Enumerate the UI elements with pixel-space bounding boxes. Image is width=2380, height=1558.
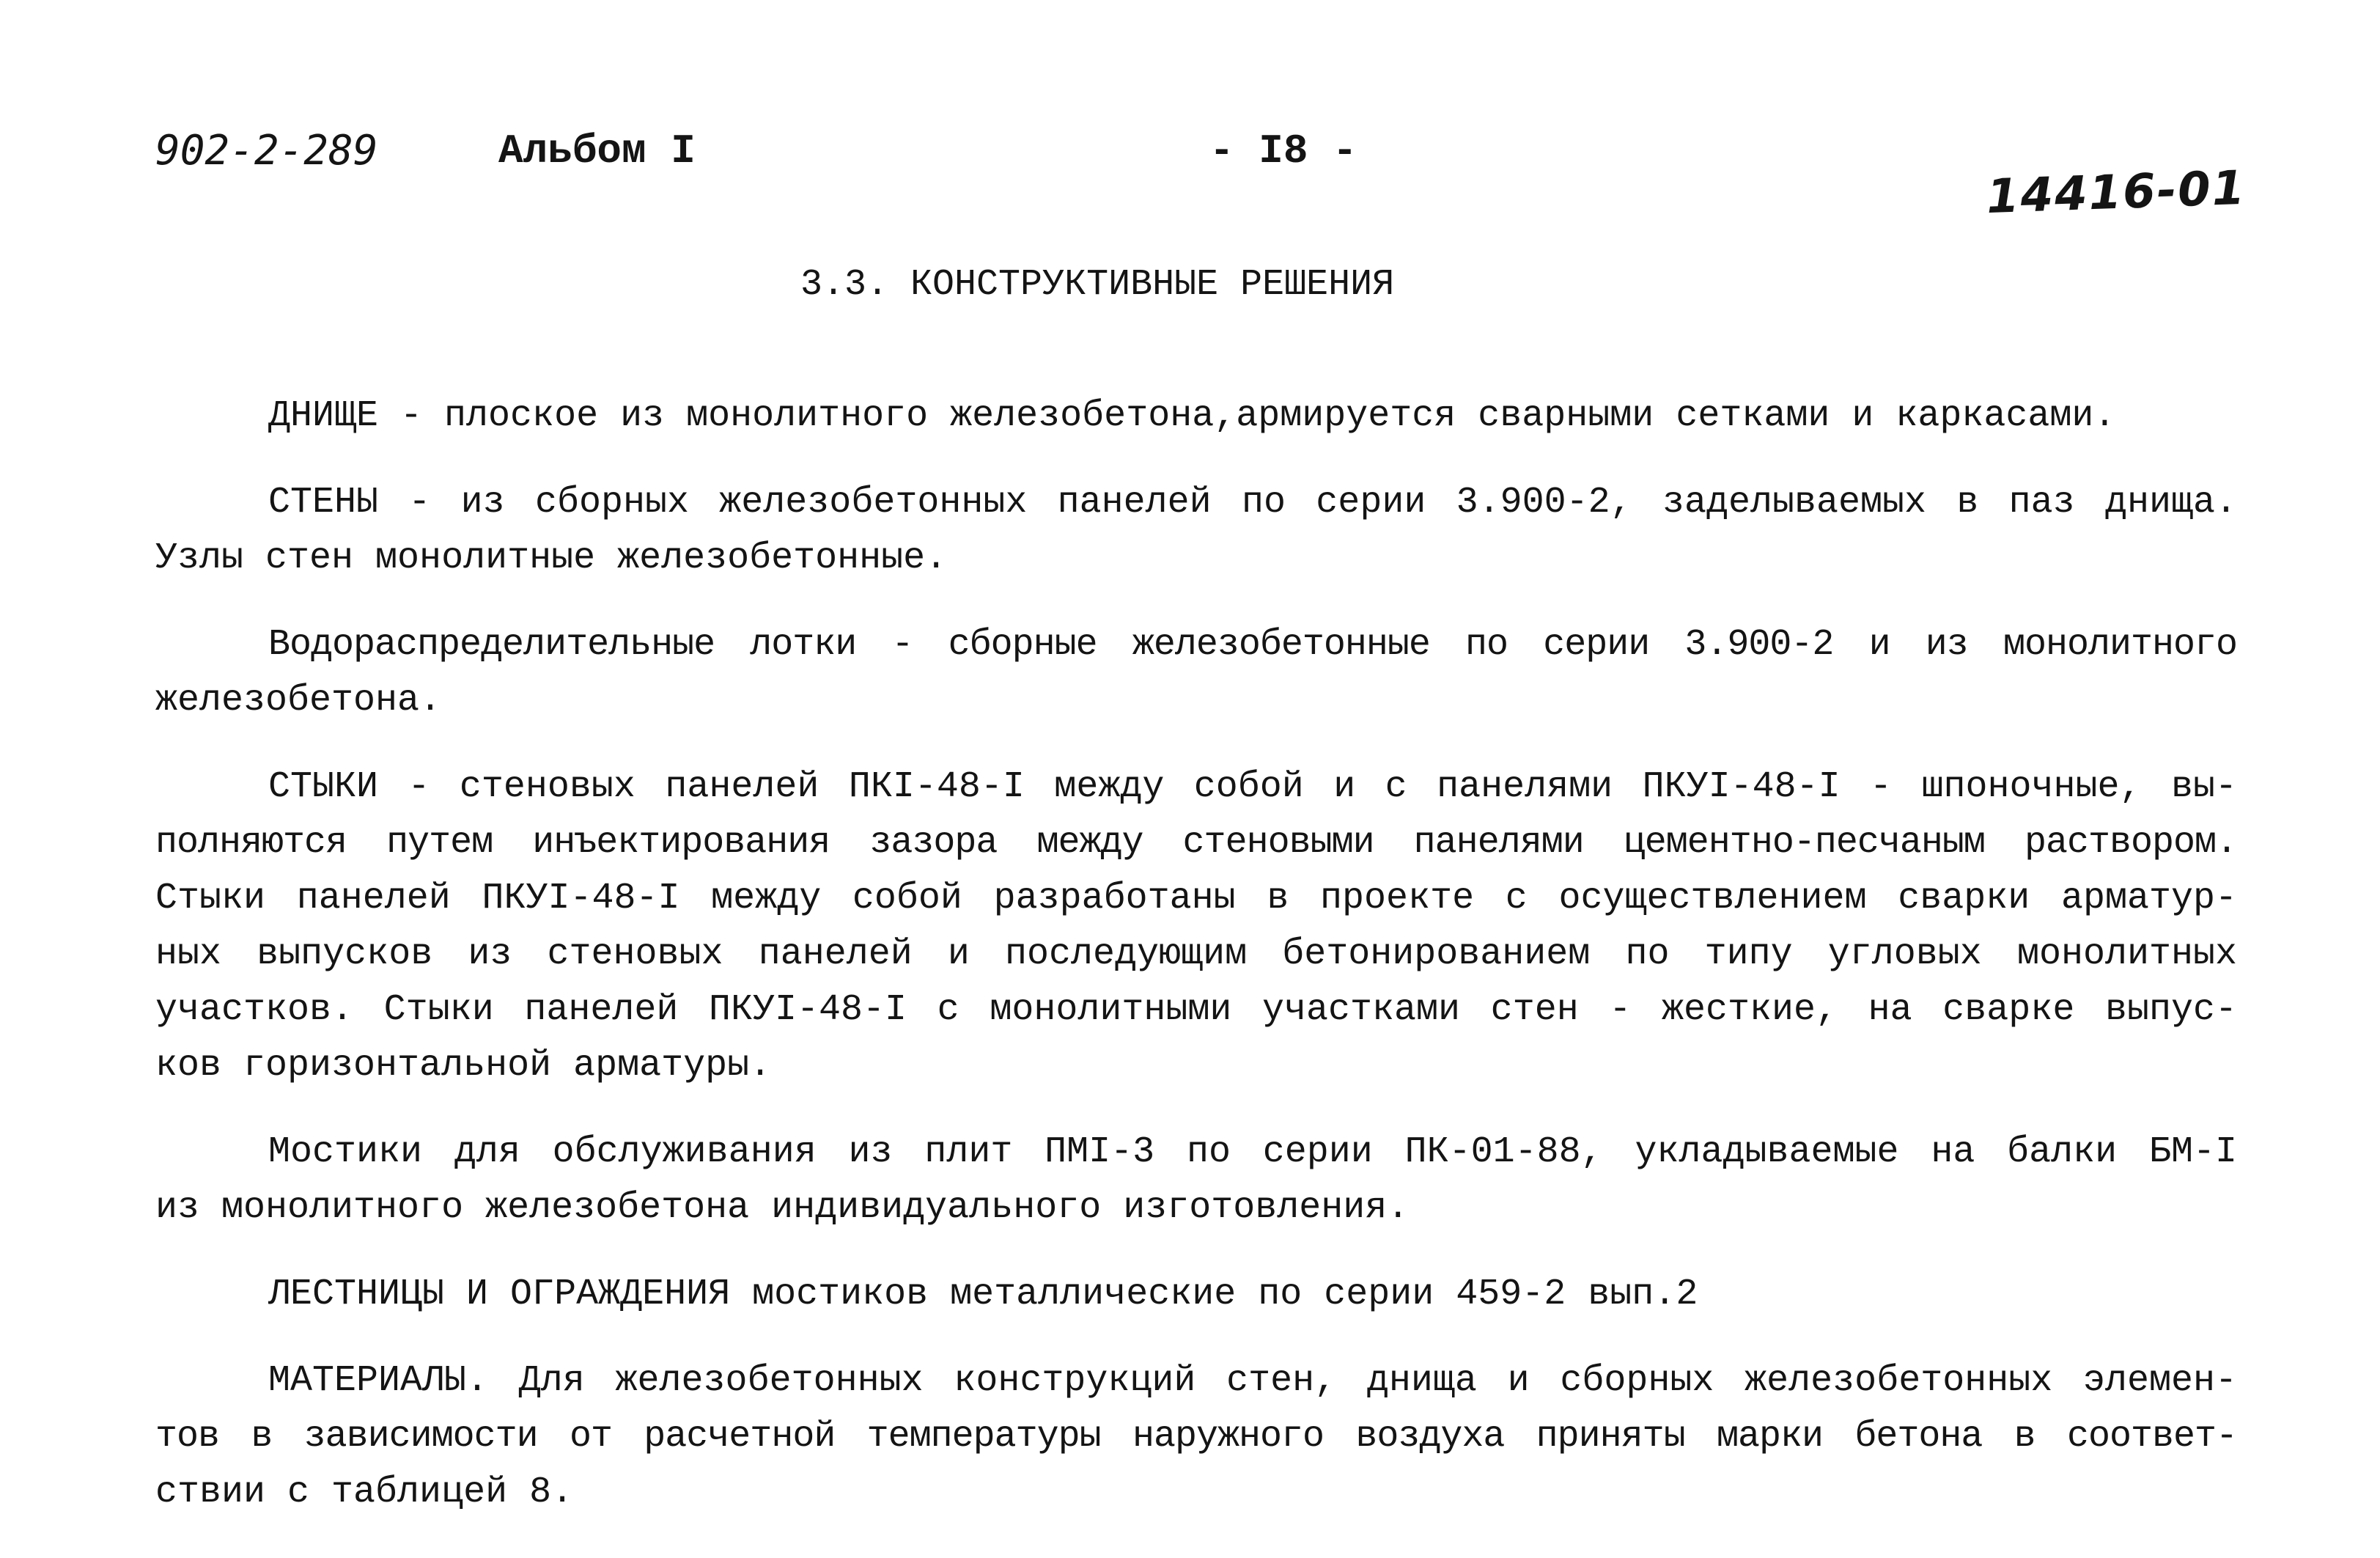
- inventory-code: 14416-01: [1985, 161, 2247, 225]
- text-line: из монолитного железобетона индивидуального изготовления.: [155, 1187, 1410, 1229]
- text-line: участков. Стыки панелей ПКУI-48-I с монолитными участками стен - жесткие, на сварке выпус-: [155, 989, 2237, 1031]
- text-line: полняются путем инъектирования зазора между стеновыми панелями цементно-песчаным раствором.: [155, 822, 2237, 864]
- paragraph-bottom: [155, 389, 2237, 444]
- text-line: ных выпусков из стеновых панелей и последующим бетонированием по типу угловых монолитных: [155, 933, 2237, 975]
- text-line: ДНИЩЕ - плоское из монолитного железобетона,армируется сварными сетками и каркасами.: [268, 395, 2116, 437]
- text-line: Узлы стен монолитные железобетонные.: [155, 537, 948, 579]
- text-line: МАТЕРИАЛЫ. Для железобетонных конструкций стен, днища и сборных железобетонных элемен-: [268, 1360, 2237, 1402]
- paragraph-joints: [155, 760, 2237, 1094]
- document-number: 902-2-289: [155, 127, 378, 174]
- page-number: - I8 -: [1209, 128, 1357, 174]
- paragraph-walls: [155, 475, 2237, 587]
- text-line: СТЕНЫ - из сборных железобетонных панелей по серии 3.900-2, заделываемых в паз днища.: [268, 482, 2237, 523]
- paragraph-trays: [155, 617, 2237, 729]
- paragraph-materials: [155, 1353, 2237, 1521]
- text-line: Водораспределительные лотки - сборные железобетонные по серии 3.900-2 и из монолитного: [268, 624, 2237, 666]
- text-line: ствии с таблицей 8.: [155, 1471, 574, 1513]
- section-title: 3.3. КОНСТРУКТИВНЫЕ РЕШЕНИЯ: [800, 264, 1395, 306]
- body-text: [155, 389, 2237, 1551]
- text-line: железобетона.: [155, 680, 442, 721]
- paragraph-stairs: [155, 1267, 2237, 1323]
- text-line: ЛЕСТНИЦЫ И ОГРАЖДЕНИЯ мостиков металлические по серии 459-2 вып.2: [268, 1274, 1698, 1315]
- paragraph-bridges: [155, 1125, 2237, 1236]
- text-line: СТЫКИ - стеновых панелей ПКI-48-I между собой и с панелями ПКУI-48-I - шпоночные, вы-: [268, 766, 2237, 808]
- text-line: Мостики для обслуживания из плит ПМI-3 по серии ПК-01-88, укладываемые на балки БМ-I: [268, 1131, 2237, 1173]
- album-label: Альбом I: [498, 128, 696, 174]
- text-line: Стыки панелей ПКУI-48-I между собой разработаны в проекте с осуществлением сварки арматур-: [155, 878, 2237, 919]
- text-line: ков горизонтальной арматуры.: [155, 1045, 772, 1087]
- text-line: тов в зависимости от расчетной температуры наружного воздуха приняты марки бетона в соответ-: [155, 1416, 2237, 1458]
